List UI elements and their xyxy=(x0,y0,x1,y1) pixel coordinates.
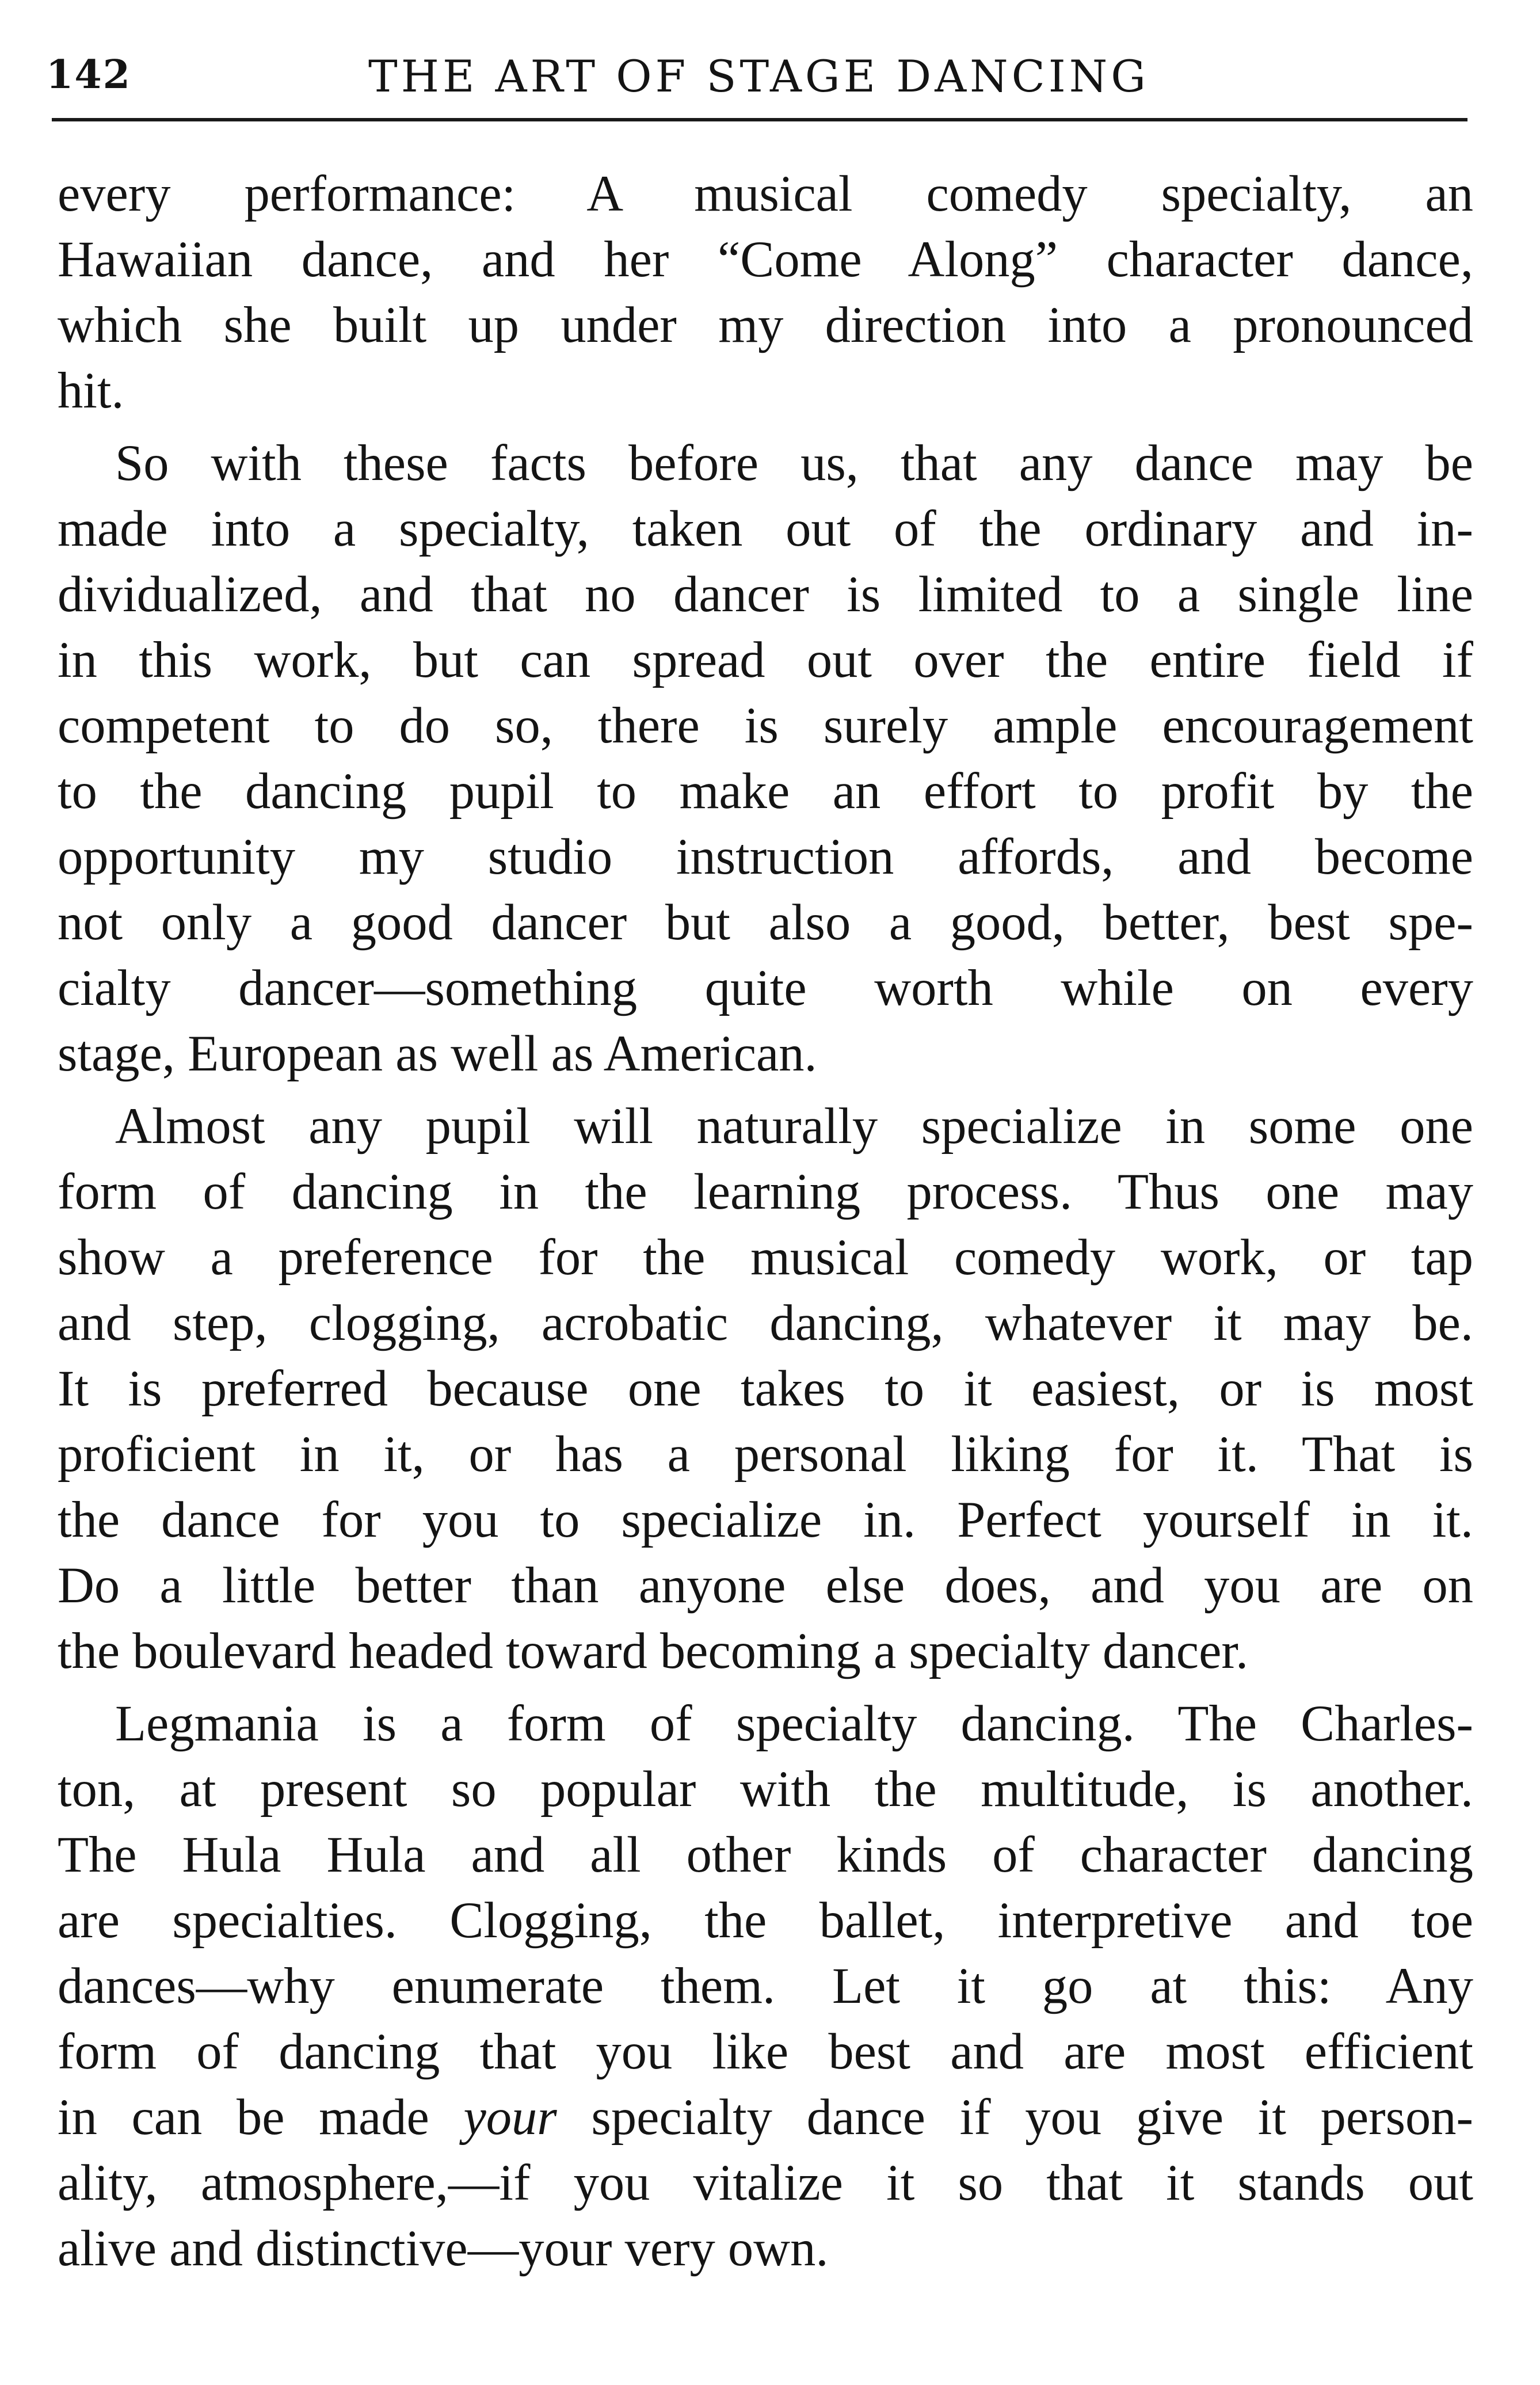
text-line: dances—why enumerate them. Let it go at this: Any xyxy=(58,1958,1473,2014)
text-line: and step, clogging, acrobatic dancing, whatever it may be. xyxy=(58,1295,1473,1351)
line-end: specialty dance if you give it person- xyxy=(556,2089,1473,2146)
line-start: in can be made xyxy=(58,2089,464,2146)
running-title: THE ART OF STAGE DANCING xyxy=(368,51,1149,102)
page-number: 142 xyxy=(46,52,131,98)
paragraph-4 xyxy=(58,1691,1473,2281)
text-line: ality, atmosphere,—if you vitalize it so that it stands out xyxy=(58,2155,1473,2211)
text-line: the dance for you to specialize in. Perfect yourself in it. xyxy=(58,1492,1473,1548)
text-line: It is preferred because one takes to it easiest, or is most xyxy=(58,1361,1473,1417)
text-line: are specialties. Clogging, the ballet, interpretive and toe xyxy=(58,1892,1473,1949)
text-line: So with these facts before us, that any dance may be xyxy=(115,435,1473,492)
text-line: cialty dancer—something quite worth while on every xyxy=(58,960,1473,1016)
text-line: Hawaiian dance, and her “Come Along” character dance, xyxy=(58,231,1473,288)
text-line: Legmania is a form of specialty dancing. The Charles- xyxy=(115,1696,1473,1752)
text-line: which she built up under my direction into a pronounced xyxy=(58,297,1473,353)
paragraph-3 xyxy=(58,1094,1473,1684)
text-line: form of dancing in the learning process. Thus one may xyxy=(58,1164,1473,1220)
text-line: made into a specialty, taken out of the ordinary and in- xyxy=(58,501,1473,557)
text-line: opportunity my studio instruction affords, and become xyxy=(58,829,1473,885)
text-line: ton, at present so popular with the multitude, is another. xyxy=(58,1761,1473,1818)
text-line: dividualized, and that no dancer is limited to a single line xyxy=(58,566,1473,623)
text-line: not only a good dancer but also a good, better, best spe- xyxy=(58,894,1473,951)
body-text xyxy=(58,161,1473,2288)
text-line: Do a little better than anyone else does, and you are on xyxy=(58,1557,1473,1614)
text-line: the boulevard headed toward becoming a specialty dancer. xyxy=(58,1623,1249,1679)
text-line: form of dancing that you like best and are most efficient xyxy=(58,2024,1473,2080)
text-line-with-italic xyxy=(58,2085,1473,2150)
header-rule xyxy=(52,118,1467,121)
text-line: hit. xyxy=(58,363,124,419)
text-line: Almost any pupil will naturally specialize in some one xyxy=(115,1098,1473,1155)
paragraph-2 xyxy=(58,430,1473,1087)
paragraph-1 xyxy=(58,161,1473,424)
text-line: show a preference for the musical comedy work, or tap xyxy=(58,1229,1473,1286)
text-line: stage, European as well as American. xyxy=(58,1026,817,1082)
text-line: to the dancing pupil to make an effort to profit by the xyxy=(58,763,1473,820)
italic-word: your xyxy=(463,2089,557,2146)
text-line: competent to do so, there is surely ample encouragement xyxy=(58,698,1473,754)
text-line: proficient in it, or has a personal liking for it. That is xyxy=(58,1426,1473,1483)
text-line: in this work, but can spread out over the entire field if xyxy=(58,632,1473,688)
text-line: The Hula Hula and all other kinds of character dancing xyxy=(58,1827,1473,1883)
text-line: alive and distinctive—your very own. xyxy=(58,2220,829,2277)
page-header xyxy=(46,46,1485,109)
text-line: every performance: A musical comedy specialty, an xyxy=(58,166,1473,222)
